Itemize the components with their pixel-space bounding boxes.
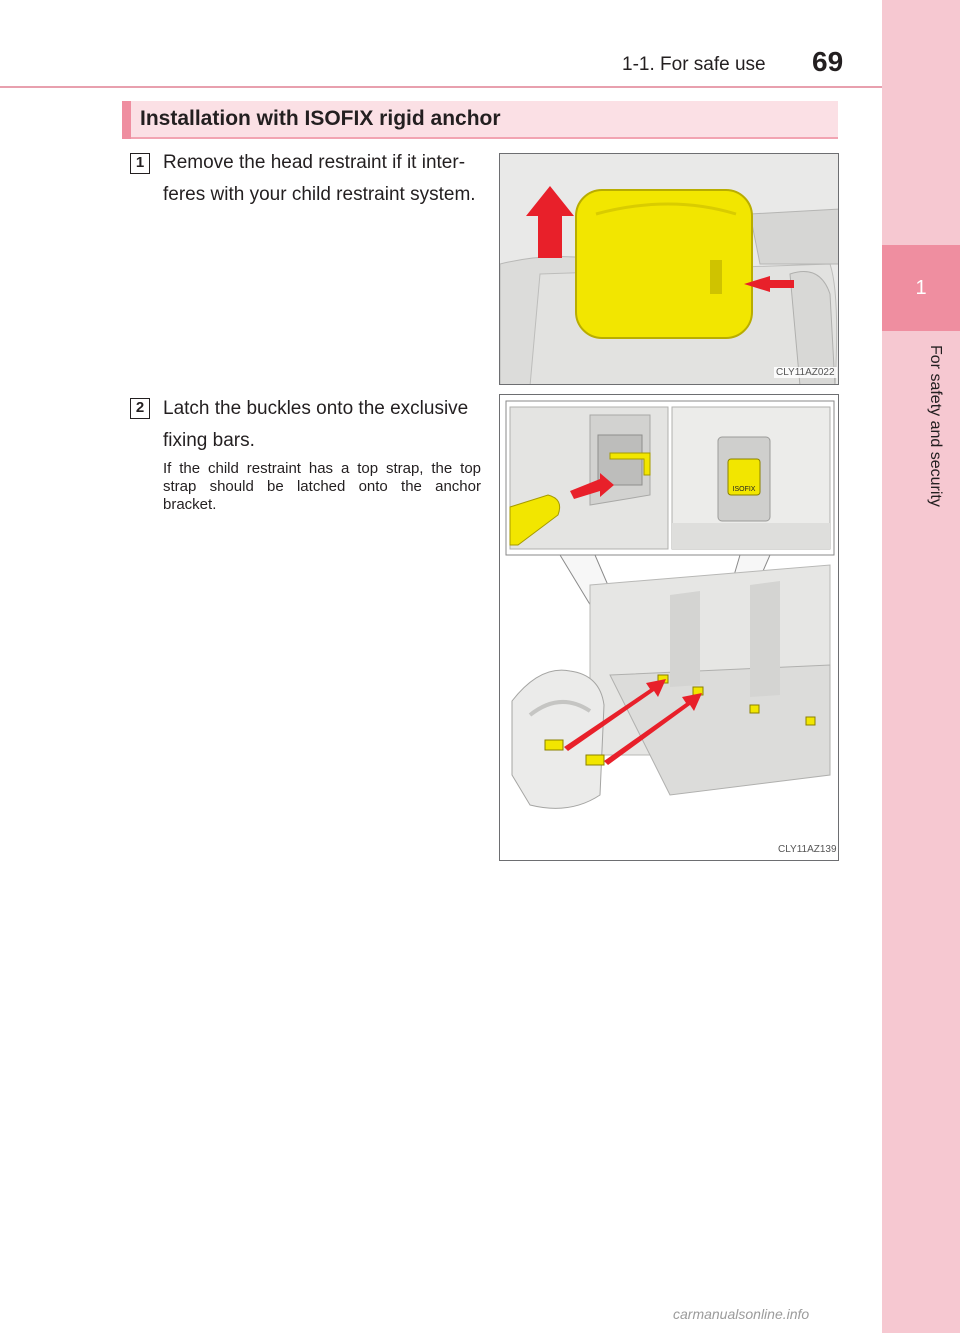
step-number-1: 1 [130, 153, 150, 174]
step-text-1: Remove the head restraint if it inter-feres with your child restraint system. [163, 152, 476, 205]
page-number: 69 [812, 46, 844, 77]
isofix-badge-label: ISOFIX [732, 486, 756, 493]
footer-watermark: carmanualsonline.info [673, 1306, 810, 1322]
figure-code-2: CLY11AZ139 [778, 844, 837, 855]
isofix-installation-illustration [500, 395, 839, 861]
figure-isofix-installation [499, 394, 839, 861]
section-heading [122, 101, 838, 139]
step-text-2: Latch the buckles onto the exclusive fixing bars. [163, 398, 469, 451]
chapter-number: 1 [915, 277, 927, 299]
figure-code-1: CLY11AZ022 [776, 367, 835, 378]
step-number-2: 2 [130, 398, 150, 419]
chapter-side-tab [882, 0, 960, 1333]
figure-head-restraint [499, 153, 839, 385]
header-rule [0, 86, 882, 88]
section-heading-bar [122, 101, 131, 139]
running-header-title: 1-1. For safe use [622, 54, 766, 75]
section-heading-text: Installation with ISOFIX rigid anchor [140, 107, 501, 130]
step-note-2: If the child restraint has a top strap, the top strap should be latched onto the anchor bracket. [163, 460, 481, 513]
head-restraint-illustration [500, 154, 839, 385]
chapter-title: For safety and security [927, 345, 944, 507]
